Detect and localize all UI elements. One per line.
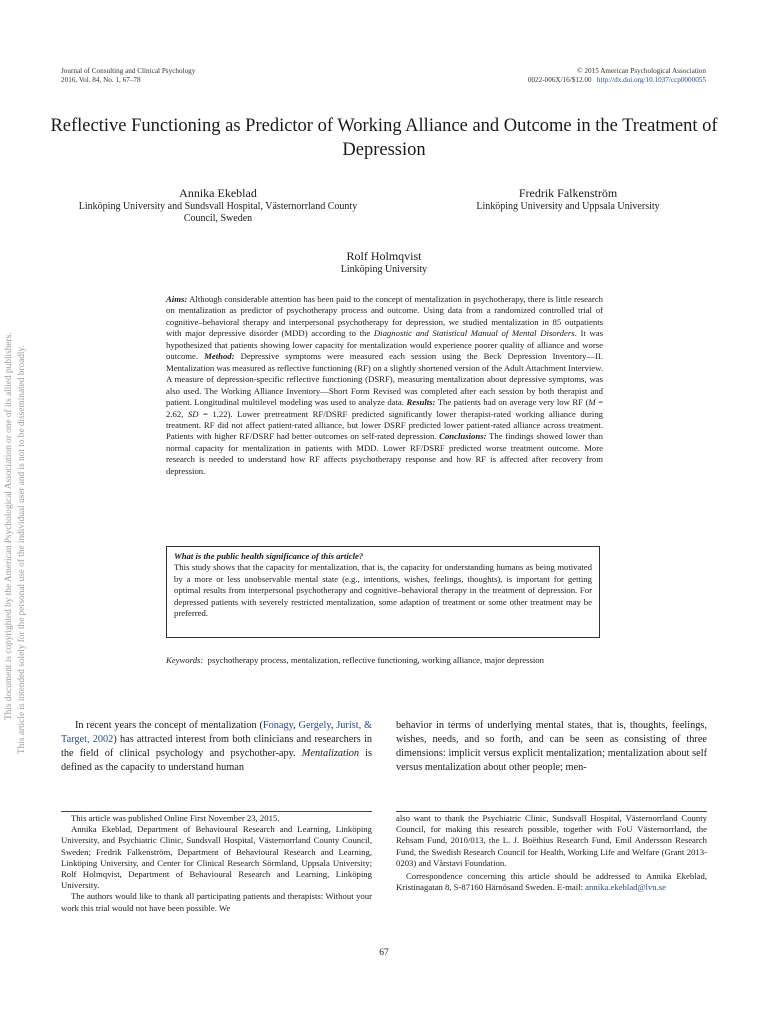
- results-text: The patients had on average very low RF (: [437, 397, 589, 408]
- author-name: Rolf Holmqvist: [346, 249, 422, 263]
- aims-label: Aims:: [166, 294, 188, 304]
- results-m: M: [588, 397, 596, 408]
- doi-link[interactable]: http://dx.doi.org/10.1037/ccp0000055: [596, 76, 706, 84]
- author-block-3: [234, 249, 534, 276]
- body-left-column: [61, 719, 372, 775]
- significance-box: [166, 546, 600, 638]
- keywords: [166, 655, 603, 667]
- conclusions-text: The findings showed lower than normal capacity for mentalization in patients with MDD. Lower RF/DSRF predicted worse treatment outcome. More research is needed to understand how RF affects psychotherapy response and how RF is affected after recovery from depression.: [166, 431, 603, 476]
- footnote-rule-right: [396, 811, 707, 812]
- aims-text-2: . It was hypothesized that patients showing lower capacity for mentalization would experience poorer quality of alliance and worse outcome.: [166, 328, 603, 362]
- body-right-column: behavior in terms of underlying mental states, that is, thoughts, feelings, wishes, needs, and so forth, and can be seen as consisting of three dimensions: implicit versus explicit mentalization; mentalization about self versus mentalization about other people; men-: [396, 720, 707, 773]
- method-label: Method:: [204, 351, 235, 362]
- article-title: Reflective Functioning as Predictor of Working Alliance and Outcome in the Treatment of Depression: [50, 116, 718, 160]
- issn: 0022-006X/16/$12.00: [527, 76, 592, 84]
- footnote-published: This article was published Online First November 23, 2015.: [71, 813, 280, 823]
- author-name: Annika Ekeblad: [179, 186, 257, 200]
- significance-text: This study shows that the capacity for mentalization, that is, the capacity for understanding humans as being motivated by a more or less unobservable mental state (e.g., intentions, wishes, feelings, thoughts), is important for getting optimal results from interpersonal psychotherapy and cognitive–behavioral therapy in the treatment of depression. For depressed patients with severely restricted mentalization, some adaption of treatment or some other treatment may be preferred.: [174, 562, 592, 619]
- author-affiliation: Linköping University and Uppsala University: [476, 201, 660, 212]
- citation-separator: ,: [330, 720, 337, 731]
- correspondence-text: Correspondence concerning this article should be addressed to Annika Ekeblad, Kristinagatan 8, S-87160 Härnösand Sweden. E-mail:: [396, 871, 707, 893]
- footnotes-left: [61, 813, 372, 914]
- keywords-text: psychotherapy process, mentalization, reflective functioning, working alliance, major depression: [207, 655, 544, 665]
- body-left-end: is defined as the capacity to understand human: [61, 748, 373, 773]
- copyright-notice-line-2: This article is intended solely for the personal use of the individual user and is not to be disseminated broadly.: [17, 345, 27, 754]
- keywords-label: Keywords:: [166, 655, 204, 665]
- doi-line: [440, 76, 706, 85]
- results-sd: SD: [187, 408, 199, 419]
- footnotes-right: [396, 813, 707, 893]
- conclusions-label: Conclusions:: [439, 431, 487, 442]
- significance-question: What is the public health significance of this article?: [174, 551, 364, 561]
- footnote-rule-left: [61, 811, 372, 812]
- author-block-1: [60, 186, 376, 225]
- journal-volume: 2016, Vol. 84, No. 1, 67–78: [61, 76, 141, 84]
- author-block-2: [418, 186, 718, 213]
- citation-fonagy[interactable]: Fonagy: [262, 720, 294, 731]
- footnote-acknowledgments-cont: also want to thank the Psychiatric Clinic, Sundsvall Hospital, Västernorrland County Council, for making this research possible, together with FoU Västernorrland, the Rehsam Fund, 2010/013, the L. J. Boëthius Research Fund, Emil Andersson Research Fund, the Swedish Research Council for Health, Working Life and Welfare (Grant 2013-0203) and Vårstavi Foundation.: [396, 813, 707, 868]
- results-m-value: = 2.62,: [166, 397, 604, 419]
- citation-separator: ,: [293, 720, 299, 731]
- body-left-italic: Mentalization: [301, 748, 359, 759]
- journal-name: Journal of Consulting and Clinical Psychology: [61, 67, 196, 75]
- author-affiliation: Linköping University and Sundsvall Hospital, Västernorrland County Council, Sweden: [78, 201, 358, 224]
- author-affiliation: Linköping University: [340, 264, 428, 275]
- body-left-pre: In recent years the concept of mentalization (: [75, 720, 263, 731]
- citation-jurist-target[interactable]: Jurist, & Target, 2002: [61, 720, 372, 745]
- footnote-acknowledgments: The authors would like to thank all participating patients and therapists: Without your work this trial would not have been possible. We: [61, 891, 372, 913]
- results-sd-value: = 1.22). Lower pretreatment RF/DSRF predicted significantly lower therapist-rated working alliance during treatment. RF did not affect patient-rated alliance, but lower DSRF predicted lower patient-rated alliance across treatment. Patients with higher RF/DSRF had better outcomes on self-rated depression.: [166, 408, 604, 442]
- page-number: 67: [379, 948, 389, 958]
- copyright-notice-line-1: This document is copyrighted by the American Psychological Association or one of its allied publishers.: [4, 332, 14, 720]
- footnote-affiliations: Annika Ekeblad, Department of Behavioural Research and Learning, Linköping University, and Psychiatric Clinic, Sundsvall Hospital, Västernorrland County Council, Sweden; Fredrik Falkenström, Department of Behavioural Research and Learning, Linköping University, and Center for Clinical Research Sörmland, Uppsala University; Rolf Holmqvist, Department of Behavioural Research and Learning, Linköping University.: [61, 824, 372, 891]
- abstract: [166, 294, 603, 477]
- aims-italic: Diagnostic and Statistical Manual of Mental Disorders: [373, 328, 575, 339]
- method-text: Depressive symptoms were measured each session using the Beck Depression Inventory—II. Mentalization was measured as reflective functioning (RF) on a slightly shortened version of the Adult Attachment Interview. A measure of depression-specific reflective functioning (DSRF), measuring mentalization about depressive symptoms, was also used. The Working Alliance Inventory—Short Form Revised was completed after each session by both therapist and patient. Longitudinal multilevel modeling was used to analyze data.: [166, 351, 604, 408]
- citation-gergely[interactable]: Gergely: [298, 720, 331, 731]
- copyright-header: [440, 67, 706, 85]
- body-left-mid: ) has attracted interest from both clinicians and researchers in the field of clinical psychology and psychother-apy.: [61, 734, 372, 759]
- footnote-correspondence: [396, 871, 707, 893]
- copyright-text: © 2015 American Psychological Association: [577, 67, 706, 75]
- journal-header: [61, 67, 321, 85]
- email-link[interactable]: annika.ekeblad@lvn.se: [585, 882, 667, 893]
- aims-text: Although considerable attention has been paid to the concept of mentalization in psychotherapy, there is little research on mentalization as predictor of psychotherapy process and outcome. Using data from a randomized controlled trial of cognitive–behavioral therapy and interpersonal psychotherapy for depression, we studied mentalization in 85 outpatients with major depressive disorder (MDD) according to the: [166, 294, 603, 339]
- author-name: Fredrik Falkenström: [518, 186, 618, 200]
- results-label: Results:: [406, 397, 436, 408]
